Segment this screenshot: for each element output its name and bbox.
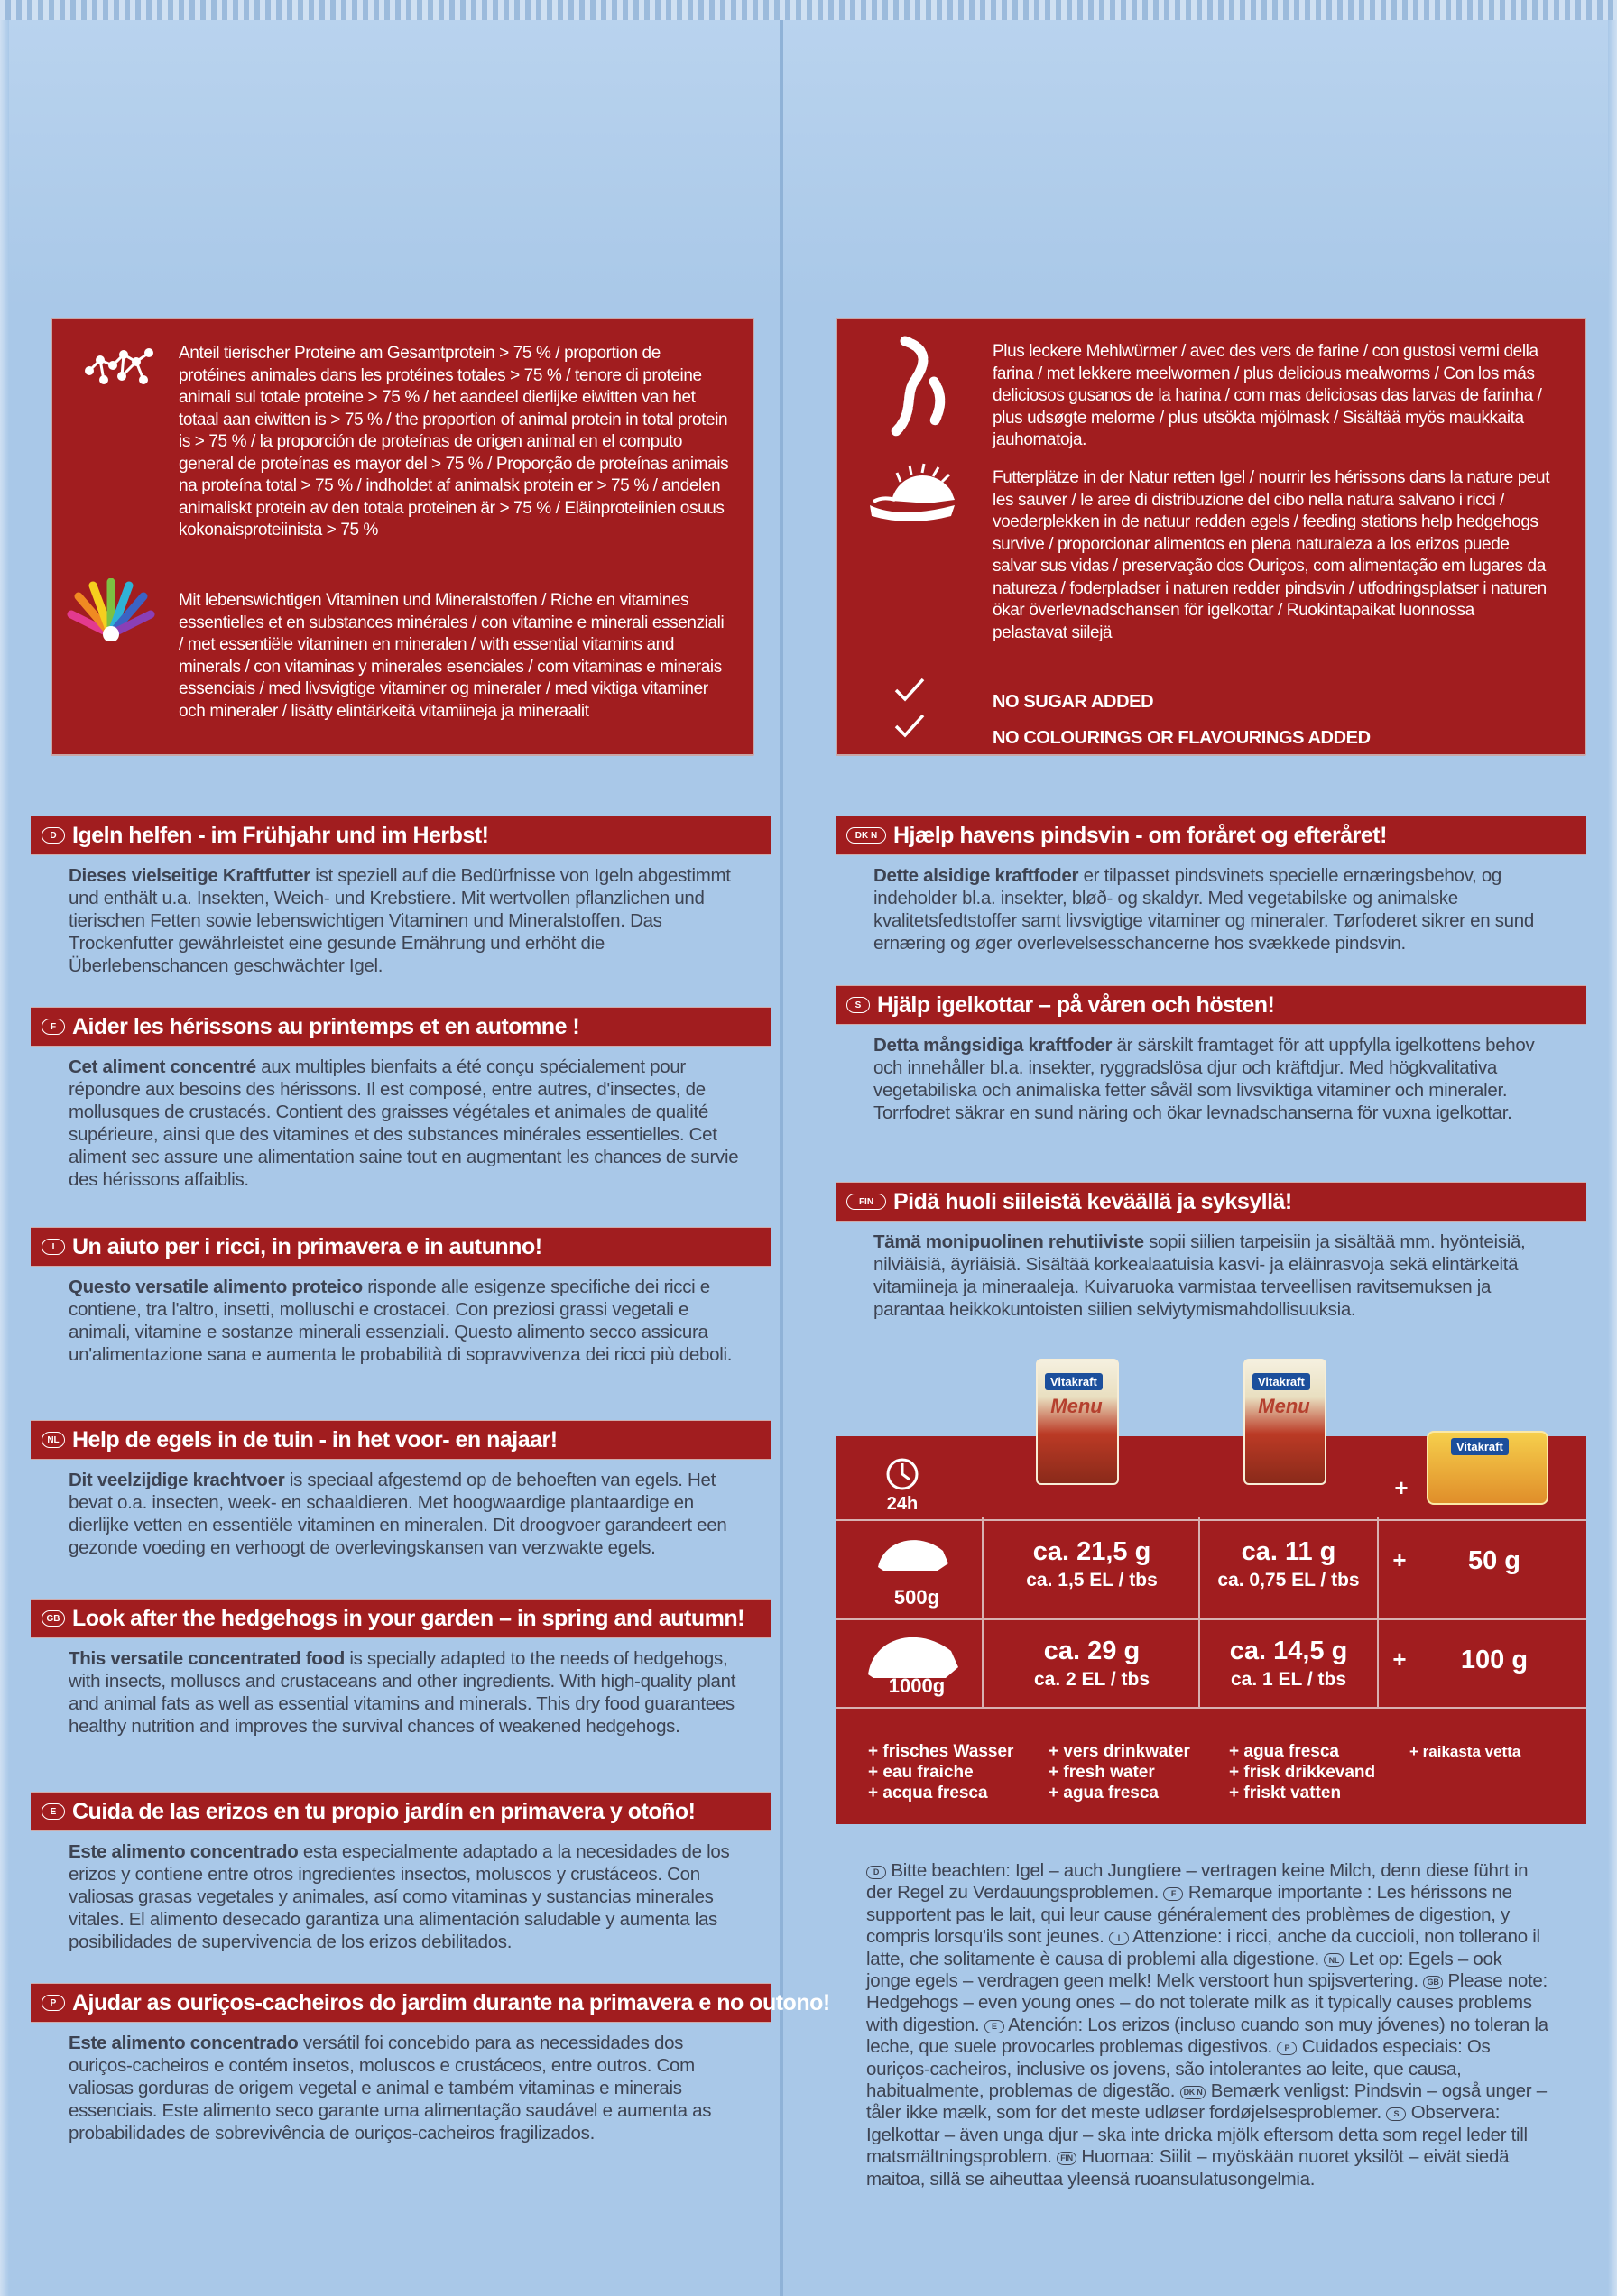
section-header-bar [31, 1983, 830, 2023]
milk-note-text: Huomaa: Siilit – myöskään nuoret yksilöt – eivät siedä maitoa, sillä se aiheuttaa yleensä ruoansulatusongelmia. [866, 2146, 1510, 2190]
section-lead: Questo versatile alimento proteico [69, 1277, 363, 1297]
feeding-c: 100 g [1460, 1646, 1529, 1674]
water-note: + acqua fresca [868, 1784, 988, 1803]
hours-label: 24h [886, 1494, 919, 1514]
section-body [69, 1840, 745, 1953]
pack-label: Menu [1258, 1395, 1310, 1417]
plus-sign: + [1392, 1646, 1407, 1673]
section-header-bar [31, 816, 771, 855]
protein-text: Anteil tierischer Proteine am Gesamtprotein > 75 % / proportion de protéines animales dans les protéines totales > 75 % / tenore di proteine animali sul totale proteine > 75 % / het aandeel dierlijke eiwitten van het totaal aan eiwitten is > 75 % / the proportion of animal protein in total protein is > 75 % / la proporción de proteínas de origen animal en el computo general de proteínas es mayor del > 75 % / Proporção de proteínas animais na proteína total > 75 % / indholdet af animalsk protein er > 75 % / andelen animaliskt protein av den totala proteinen är > 75 % / Eläinproteiinien osuus kokonaisproteiinista > 75 % [179, 344, 729, 539]
language-badge: GB [1423, 1976, 1443, 1989]
checkmark-icon [892, 707, 928, 743]
center-seam [780, 20, 783, 2296]
section-lead: This versatile concentrated food [69, 1648, 345, 1669]
vitakraft-logo: Vitakraft [1045, 1373, 1103, 1390]
section-title: Pidä huoli siileistä keväällä ja syksyllä! [893, 1188, 1292, 1214]
water-note: + fresh water [1049, 1763, 1155, 1782]
water-note: + eau fraiche [868, 1763, 974, 1782]
feeding-b-sub: ca. 1 EL / tbs [1231, 1669, 1346, 1690]
vitakraft-logo: Vitakraft [1451, 1438, 1509, 1455]
section-lead: Detta mångsidiga kraftfoder [873, 1035, 1113, 1056]
clock-icon [882, 1454, 922, 1494]
language-badge: F [42, 1019, 65, 1035]
language-badge: P [42, 1995, 65, 2011]
zip-seal [0, 0, 1617, 20]
language-badge: S [1386, 2107, 1406, 2121]
section-lead: Dieses vielseitige Kraftfutter [69, 865, 310, 886]
section-title: Ajudar as ouriços-cacheiros do jardim durante na primavera e no outono! [72, 1989, 830, 2015]
section-title: Help de egels in de tuin - in het voor- en najaar! [72, 1426, 558, 1452]
section-lead: Cet aliment concentré [69, 1056, 256, 1077]
section-text: aux multiples bienfaits a été conçu spécialement pour répondre aux besoins des hérissons. Il est composé, entre autres, d'insectes, de mollusques de crustacés. Contient des graisses végétales et animales de qualité supérieure, ainsi que des vitamines et des substances minérales essentielles. Cet aliment sec assure une alimentation saine tout en augmentant les chances de survie des hérissons affaiblis. [69, 1056, 739, 1190]
milk-note-text: Cuidados especiais: Os ouriços-cacheiros, inclusive os jovens, são intolerantes ao leite, que causa, habitualmente, problemas de digestão. [866, 2036, 1491, 2102]
language-badge: FIN [846, 1194, 886, 1210]
feeding-table [836, 1375, 1586, 1824]
section-lead: Dit veelzijdige krachtvoer [69, 1470, 285, 1490]
water-note: + raikasta vetta [1409, 1743, 1521, 1760]
feeding-b-main: ca. 14,5 g [1229, 1637, 1348, 1665]
row-divider [836, 1707, 1586, 1709]
language-badge: FIN [1057, 2152, 1076, 2165]
feeding-a-sub: ca. 1,5 EL / tbs [1026, 1570, 1158, 1591]
plus-sign: + [1392, 1546, 1407, 1573]
section-title: Look after the hedgehogs in your garden – in spring and autumn! [72, 1605, 744, 1631]
feeding-c: 50 g [1467, 1546, 1521, 1575]
water-note: + frisk drikkevand [1229, 1763, 1376, 1782]
section-title: Hjälp igelkottar – på våren och hösten! [877, 991, 1275, 1018]
section-text: is specially adapted to the needs of hedgehogs, with insects, molluscs and crustaceans and other ingredients. With high-quality plant and animal fats as well as essential vitamins and minerals. This dry food guarantees healthy nutrition and improves the survival chances of weakened hedgehogs. [69, 1648, 736, 1737]
milk-note-text: Please note: Hedgehogs – even young ones – do not tolerate milk as it typically causes problems with digestion. [866, 1970, 1548, 2035]
section-header-bar [31, 1599, 771, 1638]
language-badge: P [1277, 2042, 1297, 2055]
language-badge: S [846, 997, 870, 1013]
section-header-bar [836, 985, 1586, 1025]
section-text: är särskilt framtaget för att uppfylla igelkottens behov och innehåller bl.a. insekter, ryggradslösa djur och kräftdjur. Med högkvalitativa vegetabiliska och animaliska fetter såväl som livsviktiga vitaminer och mineraler. Torrfodret säkrar en sund näring och ökar levnadschanserna för vuxna igelkottar. [873, 1035, 1535, 1123]
section-lead: Este alimento concentrado [69, 2033, 299, 2053]
section-header-bar [31, 1227, 771, 1267]
feeding-b-main: ca. 11 g [1241, 1537, 1336, 1566]
small-hedgehog-icon [872, 1526, 953, 1581]
milk-note-text: Attenzione: i ricci, anche da cuccioli, non tollerano il latte, che solitamente è causa di problemi alla digestione. [866, 1926, 1540, 1969]
section-header-bar [31, 1792, 771, 1831]
hedgehog-hand-icon [864, 460, 964, 532]
section-body [69, 1647, 745, 1738]
language-badge: NL [1324, 1953, 1344, 1967]
section-title: Aider les hérissons au printemps et en automne ! [72, 1013, 580, 1039]
section-text: is speciaal afgestemd op de behoeften van egels. Het bevat o.a. insecten, week- en schaaldieren. Met hoogwaardige plantaardige en dierlijke vetten en essentiële vitaminen en mineralen. Dit droogvoer garandeert een gezonde voeding en verhoogt de overlevingskansen van verzwakte egels. [69, 1470, 727, 1558]
feeding-weight: 1000g [888, 1674, 946, 1697]
protein-vitamin-box [51, 318, 754, 756]
mealworm-text: Plus leckere Mehlwürmer / avec des vers de farine / con gustosi vermi della farina / met lekkere meelwormen / plus delicious mealworms / Con los más deliciosos gusanos de la harina / com mas deliciosas das larvas de farinha / plus udsøgte melorme / plus utsökta mjölmask / Sisältää myös maukkaita jauhomatoja. [993, 342, 1542, 449]
language-badge: NL [42, 1432, 65, 1448]
milk-note-text: Bitte beachten: Igel – auch Jungtiere – vertragen keine Milch, denn diese führt in der Regel zu Verdauungsproblemen. [866, 1860, 1529, 1904]
language-badge: F [1163, 1887, 1183, 1901]
language-badge: DK N [846, 827, 886, 844]
vitakraft-logo: Vitakraft [1252, 1373, 1310, 1390]
mealworm-icon [873, 332, 955, 440]
section-body [69, 1469, 745, 1559]
right-fold [1608, 20, 1617, 2296]
protein-molecule-icon [79, 339, 161, 393]
section-lead: Este alimento concentrado [69, 1841, 299, 1862]
language-badge: I [1109, 1932, 1129, 1945]
section-title: Hjælp havens pindsvin - om foråret og efteråret! [893, 822, 1387, 848]
feeding-a-main: ca. 21,5 g [1032, 1537, 1151, 1566]
section-text: ist speziell auf die Bedürfnisse von Igeln abgestimmt und enthält u.a. Insekten, Weich- und Krebstiere. Mit wertvollen pflanzlichen und tierischen Fetten sowie lebenswichtigen Vitaminen und Mineralstoffen. Das Trockenfutter gewährleistet eine gesunde Ernährung und erhöht die Überlebenschancen geschwächter Igel. [69, 865, 731, 976]
vitamin-rainbow-icon [61, 574, 161, 646]
section-title: Igeln helfen - im Frühjahr und im Herbst! [72, 822, 489, 848]
water-note: + agua fresca [1229, 1742, 1339, 1761]
section-text: versátil foi concebido para as necessidades dos ouriços-cacheiros e contém insetos, moluscos e crustáceos, entre outros. Com valiosas gorduras de origem vegetal e animal e também vitaminas e minerais essenciais. Este alimento seco garante uma alimentação saudável e aumenta as probabilidades de sobrevivência de ouriços-cacheiros fragilizados. [69, 2033, 712, 2144]
water-note: + frisches Wasser [868, 1742, 1014, 1761]
section-lead: Tämä monipuolinen rehutiiviste [873, 1231, 1144, 1252]
milk-note-text: Let op: Egels – ook jonge egels – verdragen geen melk! Melk verstoort hun spijsvertering. [866, 1948, 1502, 1992]
language-badge: GB [42, 1610, 65, 1627]
language-badge: I [42, 1239, 65, 1255]
language-badge: DK N [1180, 2086, 1206, 2099]
section-text: er tilpasset pindsvinets specielle ernæringsbehov, og indeholder bl.a. insekter, bløð- og skaldyr. Med vegetabilske og animalske kvalitetsfedtstoffer samt livsvigtige vitaminer og mineraler. Tørfoderet sikrer en sund ernæring og øger overlevelsesschancerne hos svækkede pindsvin. [873, 865, 1534, 954]
milk-note-text: Observera: Igelkottar – även unga djur – ska inte dricka mjölk eftersom detta som regel leder till matsmältningsproblem. [866, 2102, 1528, 2168]
feeding-b-sub: ca. 0,75 EL / tbs [1217, 1570, 1360, 1591]
section-body [873, 864, 1561, 954]
feeding-a-sub: ca. 2 EL / tbs [1034, 1669, 1150, 1690]
col-divider [1377, 1517, 1379, 1707]
plus-sign: + [1394, 1474, 1409, 1501]
pack-label: Menu [1050, 1395, 1103, 1417]
section-body [69, 1056, 745, 1191]
col-divider [982, 1517, 984, 1707]
language-badge: E [42, 1803, 65, 1820]
section-text: risponde alle esigenze specifiche dei ricci e contiene, tra l'altro, insetti, molluschi e crostacei. Con preziosi grassi vegetali e animali, vitamine e sostanze minerali essenziali. Questo alimento secco assicura un'alimentazione sana e aumenta le probabilità di sopravvivenza dei ricci più deboli. [69, 1277, 733, 1365]
section-body [69, 864, 745, 977]
milk-warning-notes [866, 1860, 1550, 2190]
row-divider [836, 1618, 1586, 1620]
checkmark-icon [892, 671, 928, 707]
section-header-bar [836, 816, 1586, 855]
section-body [69, 2032, 745, 2144]
section-header-bar [31, 1007, 771, 1047]
section-body [873, 1034, 1561, 1124]
section-header-bar [836, 1182, 1586, 1222]
no-sugar-claim: NO SUGAR ADDED [993, 692, 1154, 712]
row-divider [836, 1519, 1586, 1521]
water-note: + friskt vatten [1229, 1784, 1342, 1803]
section-header-bar [31, 1420, 771, 1460]
section-text: esta especialmente adaptado a la necesidades de los erizos y contiene entre otros ingredientes insectos, moluscos y crustáceos. Con valiosas grasas vegetales y animales, así como vitaminas y sustancias minerales vitales. El alimento desecado garantiza una alimentación saludable y aumenta las posibilidades de supervivencia de los erizos debilitados. [69, 1841, 730, 1952]
feeding-weight: 500g [893, 1586, 940, 1609]
no-colourings-claim: NO COLOURINGS OR FLAVOURINGS ADDED [993, 728, 1371, 748]
language-badge: E [984, 2020, 1004, 2033]
left-fold [0, 20, 9, 2296]
language-badge: D [866, 1866, 886, 1879]
water-note: + agua fresca [1049, 1784, 1159, 1803]
feeding-a-main: ca. 29 g [1043, 1637, 1141, 1665]
section-title: Un aiuto per i ricci, in primavera e in autunno! [72, 1233, 542, 1259]
section-title: Cuida de las erizos en tu propio jardín en primavera y otoño! [72, 1798, 696, 1824]
water-note: + vers drinkwater [1049, 1742, 1190, 1761]
top-shade [0, 20, 1617, 309]
milk-note-text: Remarque importante : Les hérissons ne supportent pas le lait, qui leur cause généralement des problèmes de digestion, y compris lorsqu'ils sont jeunes. [866, 1882, 1512, 1948]
section-lead: Dette alsidige kraftfoder [873, 865, 1079, 886]
section-body [873, 1231, 1561, 1321]
milk-note-text: Atención: Los erizos (incluso cuando son muy jóvenes) no toleran la leche, que suele provocarles problemas digestivos. [866, 2014, 1548, 2058]
section-body [69, 1276, 745, 1366]
section-text: sopii siilien tarpeisiin ja sisältää mm. hyönteisiä, nilviäisiä, äyriäisiä. Sisältää korkealaatuisia kasvi- ja eläinrasvoja sekä elintärkeitä vitamiineja ja mineraaleja. Kuivaruoka varmistaa terveellisen ravitsemuksen ja parantaa heikkokuntoisten siilien selviytymismahdollisuuksia. [873, 1231, 1526, 1320]
language-badge: D [42, 827, 65, 844]
milk-note-text: Bemærk venligst: Pindsvin – også unger – tåler ikke mælk, som for det meste udløser fordøjelsesproblemer. [866, 2080, 1547, 2124]
vitamins-text: Mit lebenswichtigen Vitaminen und Mineralstoffen / Riche en vitamines essentielles et en substances minérales / con vitamine e minerali essenziali / met essentiële vitaminen en mineralen / with essential vitamins and minerals / con vitaminas y minerales esenciales / com vitaminas e minerais essenciais / med livsvigtige vitaminer og mineraler / med viktiga vitaminer och mineraler / lisätty elintärkeitä vitamiineja ja mineraalit [179, 591, 725, 721]
features-box [836, 318, 1586, 756]
feeding-station-text: Futterplätze in der Natur retten Igel / nourrir les hérissons dans la nature peut les sauver / le aree di distribuzione del cibo nella natura salvano i ricci / voederplekken in de natuur redden egels / feeding stations help hedgehogs survive / proporcionar alimentos en plena naturaleza a los erizos puede salvar sus vidas / preservação dos Ouriços, com alimentação em lugares da natureza / foderpladser i naturen redder pindsvin / utfodringsplatser i naturen ökar överlevnadschansen för igelkottar / Ruokintapaikat luonnossa pelastavat siilejä [993, 468, 1550, 642]
